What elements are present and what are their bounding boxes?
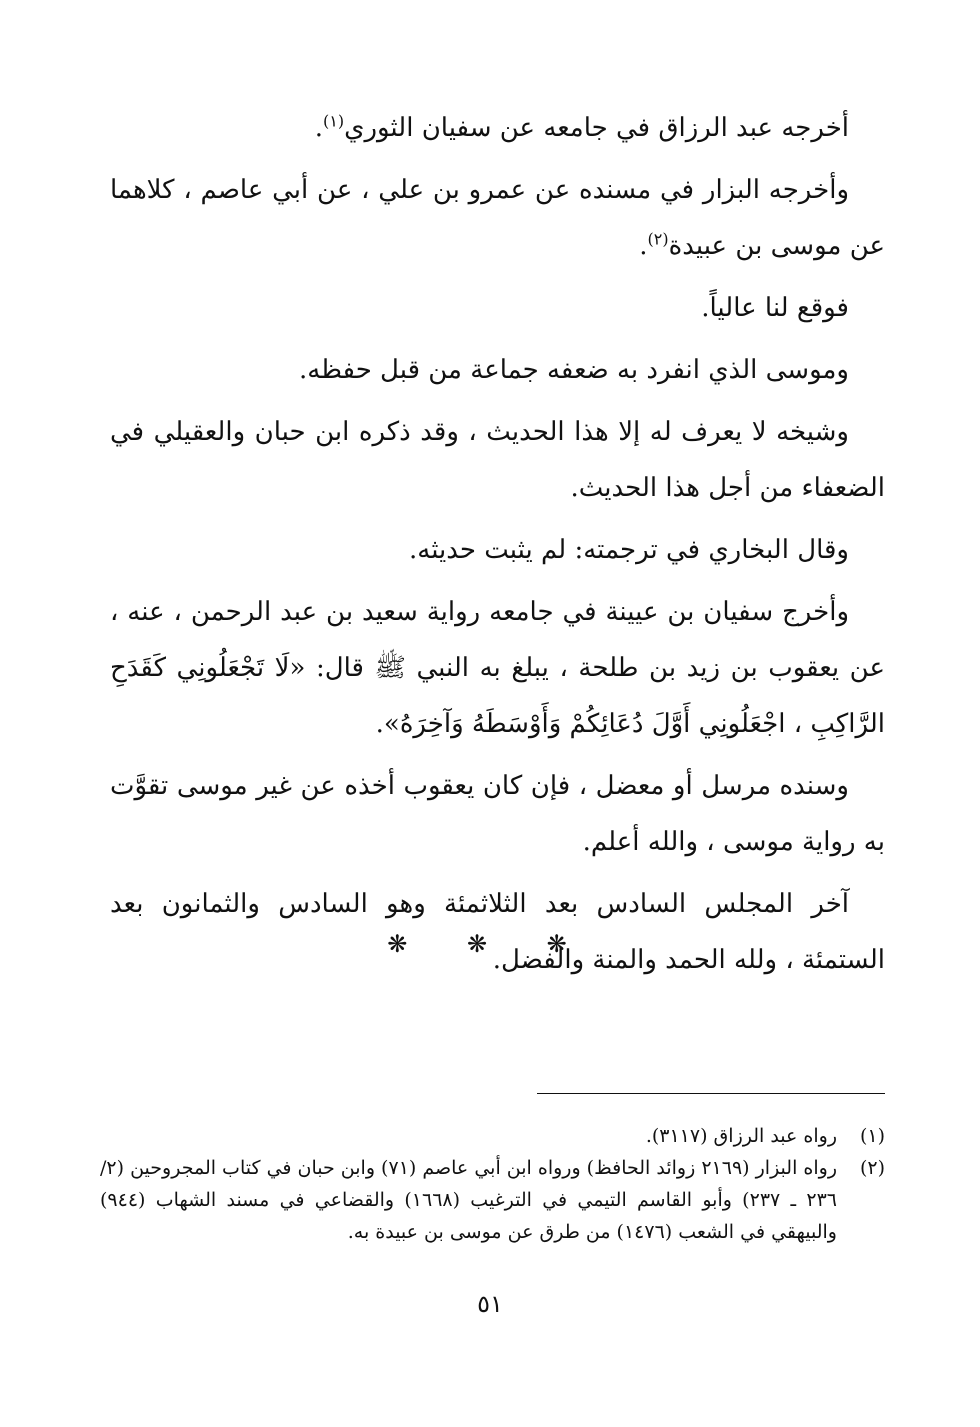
paragraph-1-text: أخرجه عبد الرزاق في جامعه عن سفيان الثوري	[344, 113, 849, 143]
paragraph-2-end: .	[639, 231, 648, 261]
footnote-2-text: رواه البزار (٢١٦٩ زوائد الحافظ) ورواه ابن أبي عاصم (٧١) وابن حبان في كتاب المجروحين (٢/ ٢٣٦ ـ ٢٣٧) وأبو القاسم التيمي في الترغيب (١٦٦٨) والقضاعي في مسند الشهاب (٩٤٤) والبيهقي في الشعب (١٤٧٦) من طرق عن موسى بن عبيدة به.	[100, 1157, 837, 1243]
paragraph-1-end: .	[314, 113, 323, 143]
main-text	[110, 100, 885, 994]
paragraph-4: وموسى الذي انفرد به ضعفه جماعة من قبل حفظه.	[299, 355, 849, 385]
paragraph-8: وسنده مرسل أو معضل ، فإن كان يعقوب أخذه عن غير موسى تقوَّت به رواية موسى ، والله أعلم.	[110, 771, 885, 857]
paragraph-7: وأخرج سفيان بن عيينة في جامعه رواية سعيد بن عبد الرحمن ، عنه ، عن يعقوب بن زيد بن طلحة ، يبلغ به النبي ﷺ قال: «لَا تَجْعَلُونِي كَقَدَحِ الرَّاكِبِ ، اجْعَلُونِي أَوَّلَ دُعَائِكُمْ وَأَوْسَطَهُ وَآخِرَهُ».	[110, 597, 885, 739]
paragraph-3: فوقع لنا عالياً.	[701, 293, 849, 323]
paragraph-1	[110, 100, 885, 156]
paragraph-2-text: وأخرجه البزار في مسنده عن عمرو بن علي ، عن أبي عاصم ، كلاهما عن موسى بن عبيدة	[110, 175, 885, 261]
footnote-2	[100, 1152, 885, 1248]
section-divider-ornaments: ❋ ❋ ❋	[387, 930, 593, 958]
footnote-ref-1: (١)	[323, 111, 345, 131]
footnote-1-number: (١)	[859, 1125, 885, 1147]
paragraph-6: وقال البخاري في ترجمته: لم يثبت حديثه.	[408, 535, 849, 565]
footnote-2-number: (٢)	[859, 1157, 885, 1179]
footnote-1	[100, 1120, 885, 1152]
page-number: ٥١	[477, 1290, 503, 1318]
footnote-1-text: رواه عبد الرزاق (٣١١٧).	[645, 1125, 837, 1147]
paragraph-5: وشيخه لا يعرف له إلا هذا الحديث ، وقد ذكره ابن حبان والعقيلي في الضعفاء من أجل هذا الحديث.	[110, 417, 885, 503]
paragraph-2	[110, 162, 885, 274]
paragraph-9: آخر المجلس السادس بعد الثلاثمئة وهو السادس والثمانون بعد الستمئة ، ولله الحمد والمنة والفضل.	[110, 889, 885, 975]
footnotes	[100, 1120, 885, 1248]
footnote-ref-2: (٢)	[647, 229, 669, 249]
footnote-divider	[537, 1093, 885, 1094]
